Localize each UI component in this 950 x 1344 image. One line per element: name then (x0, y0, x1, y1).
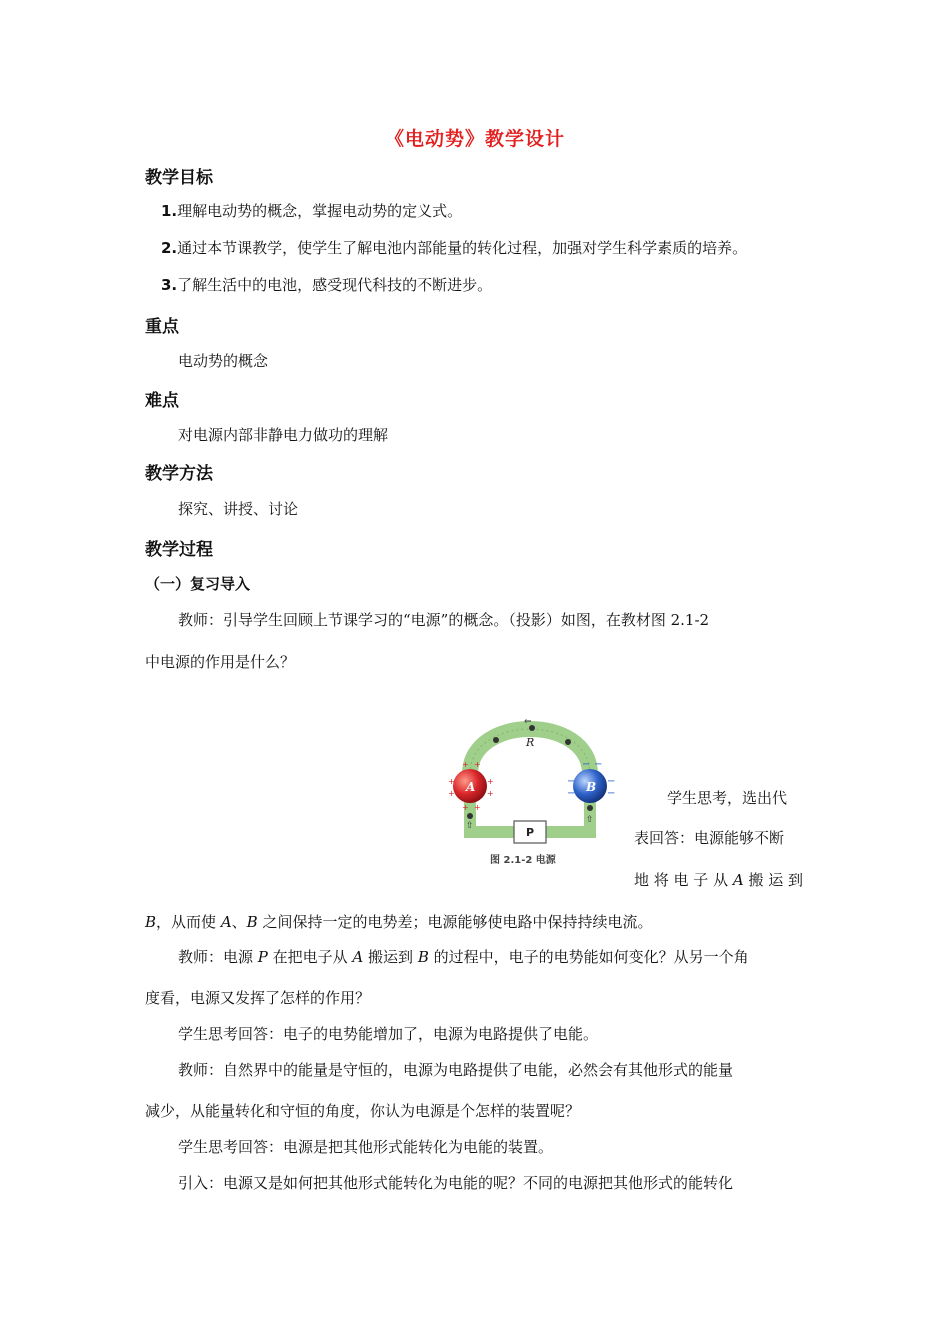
svg-text:−: − (567, 788, 576, 799)
svg-text:+: + (474, 760, 481, 769)
electron (587, 805, 593, 811)
paragraph-student-5: 学生思考回答：电源是把其他形式能转化为电能的装置。 (178, 1138, 554, 1156)
electron (467, 813, 473, 819)
objective-number: 2. (161, 239, 178, 257)
objective-item (161, 237, 747, 258)
symbol-A: A (220, 913, 232, 931)
svg-text:−: − (567, 776, 576, 787)
side-text-part: 地 将 电 子 从 (634, 871, 733, 889)
side-text-line: 学生思考，选出代 (667, 789, 788, 807)
paragraph-teacher-4: 教师：自然界中的能量是守恒的，电源为电路提供了电能，必然会有其他形式的能量 (178, 1061, 734, 1079)
text-part: 教师：电源 (178, 948, 258, 966)
objective-item (161, 200, 462, 221)
symbol-A: A (732, 871, 744, 889)
paragraph-teacher-2-cont: 度看，电源又发挥了怎样的作用？ (145, 989, 371, 1007)
paragraph-student-3: 学生思考回答：电子的电势能增加了，电源为电路提供了电能。 (178, 1025, 599, 1043)
svg-text:+: + (448, 789, 455, 798)
objective-number: 1. (161, 202, 178, 220)
label-R: R (526, 736, 535, 749)
difficulty-text: 对电源内部非静电力做功的理解 (178, 426, 389, 444)
symbol-B: B (417, 948, 429, 966)
objective-text: 通过本节课教学，使学生了解电池内部能量的转化过程，加强对学生科学素质的培养。 (177, 239, 748, 257)
svg-text:−: − (607, 788, 616, 799)
text-part: ，从而使 (156, 913, 221, 931)
label-A: A (466, 780, 476, 794)
heading-method: 教学方法 (145, 464, 213, 484)
symbol-A: A (352, 948, 364, 966)
svg-text:+: + (487, 777, 494, 786)
objective-item (161, 274, 492, 295)
method-text: 探究、讲授、讨论 (178, 500, 299, 518)
arrow-icon: ⇧ (466, 821, 474, 831)
text-part: 在把电子从 (267, 948, 353, 966)
svg-text:+: + (448, 777, 455, 786)
text-part: 的过程中，电子的电势能如何变化？从另一个角 (428, 948, 749, 966)
text-part: 之间保持一定的电势差；电源能够使电路中保持持续电流。 (257, 913, 653, 931)
heading-key-point: 重点 (145, 317, 179, 337)
arrow-icon: ⇧ (586, 815, 594, 825)
paragraph-teacher-1-cont: 中电源的作用是什么？ (145, 653, 296, 671)
symbol-B: B (246, 913, 258, 931)
svg-text:+: + (474, 803, 481, 812)
svg-text:−: − (582, 759, 591, 770)
key-point-text: 电动势的概念 (178, 352, 269, 370)
arrow-icon: ⇐ (524, 717, 532, 727)
label-P: P (526, 826, 535, 839)
svg-text:+: + (462, 803, 469, 812)
figure-caption: 图 2.1-2 电源 (490, 855, 556, 866)
section-review-intro: （一）复习导入 (145, 575, 251, 593)
svg-text:−: − (594, 759, 603, 770)
heading-difficulty: 难点 (145, 391, 179, 411)
document-title: 《电动势》教学设计 (384, 128, 565, 150)
svg-text:−: − (607, 776, 616, 787)
paragraph-teacher-2 (178, 946, 749, 967)
side-text-line (634, 869, 803, 890)
side-text-part: 搬 运 到 (743, 871, 803, 889)
electron (493, 737, 499, 743)
symbol-B: B (145, 913, 157, 931)
label-B: B (586, 780, 597, 794)
text-part: 、 (231, 913, 247, 931)
svg-text:+: + (462, 760, 469, 769)
power-source-figure (440, 704, 620, 874)
paragraph-teacher-4-cont: 减少，从能量转化和守恒的角度，你认为电源是个怎样的装置呢？ (145, 1102, 581, 1120)
objective-text: 理解电动势的概念，掌握电动势的定义式。 (177, 202, 463, 220)
side-text-line: 表回答：电源能够不断 (634, 829, 785, 847)
paragraph-intro-6: 引入：电源又是如何把其他形式能转化为电能的呢？不同的电源把其他形式的能转化 (178, 1174, 734, 1192)
objective-number: 3. (161, 276, 178, 294)
paragraph-answer (145, 911, 652, 932)
svg-text:+: + (487, 789, 494, 798)
objective-text: 了解生活中的电池，感受现代科技的不断进步。 (177, 276, 493, 294)
paragraph-teacher-1: 教师：引导学生回顾上节课学习的“电源”的概念。（投影）如图，在教材图 2.1-2 (178, 611, 710, 629)
symbol-P: P (257, 948, 268, 966)
heading-objectives: 教学目标 (145, 168, 213, 188)
heading-process: 教学过程 (145, 540, 213, 560)
text-part: 搬运到 (363, 948, 418, 966)
electron (565, 739, 571, 745)
